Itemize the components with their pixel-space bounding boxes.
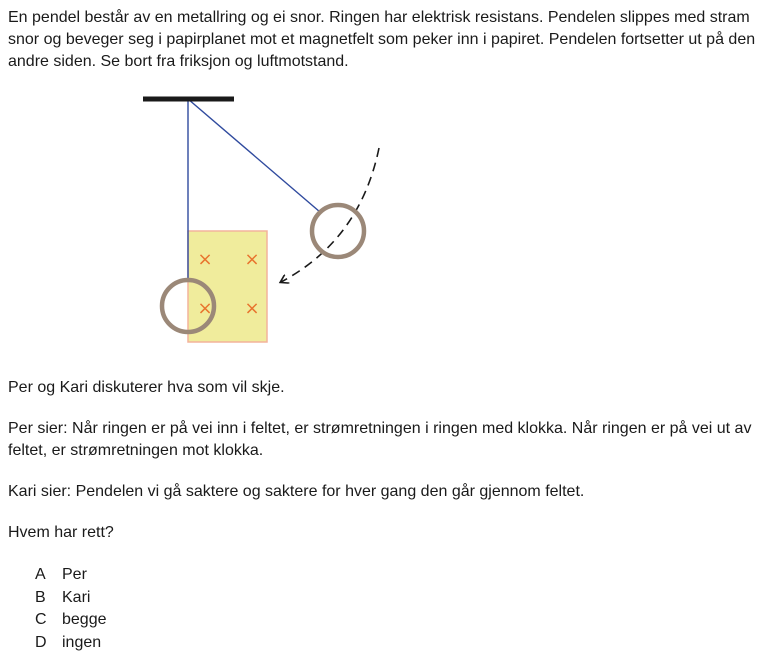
option-text: Per xyxy=(62,566,87,583)
intro-text: En pendel består av en metallring og ei snor. Ringen har elektrisk resistans. Pendelen slippes med stram snor og beveger seg i papirplanet mot et magnetfelt som peker inn i papiret. Pendelen fortsetter ut på den andre siden. Se bort fra friksjon og luftmotstand. xyxy=(8,9,756,70)
answer-options xyxy=(35,564,107,654)
option-text: begge xyxy=(62,611,107,628)
option-letter: B xyxy=(35,588,46,606)
field-marker: × xyxy=(244,249,260,270)
ring-start-position xyxy=(312,205,364,257)
field-marker: × xyxy=(197,249,213,270)
option-text: Kari xyxy=(62,588,91,606)
pendulum-string-released xyxy=(188,99,320,212)
field-marker: × xyxy=(244,298,260,319)
motion-path-arrow xyxy=(281,148,379,282)
answer-option-b[interactable] xyxy=(35,587,107,610)
magnetic-field-region xyxy=(188,231,267,342)
discussion-text: Per og Kari diskuterer hva som vil skje. xyxy=(8,379,285,396)
field-marker: × xyxy=(197,298,213,319)
option-letter: C xyxy=(35,611,47,628)
answer-option-a[interactable] xyxy=(35,564,107,587)
question-text: Hvem har rett? xyxy=(8,524,114,541)
option-text: ingen xyxy=(62,633,102,651)
kari-statement: Kari sier: Pendelen vi gå saktere og saktere for hver gang den går gjennom feltet. xyxy=(8,483,585,500)
answer-option-c[interactable] xyxy=(35,609,107,632)
option-letter: D xyxy=(35,633,47,651)
option-letter: A xyxy=(35,566,46,583)
per-statement: Per sier: Når ringen er på vei inn i feltet, er strømretningen i ringen med klokka. Når ringen er på vei ut av feltet, er strømretningen mot klokka. xyxy=(8,420,752,459)
answer-option-d[interactable] xyxy=(35,632,107,655)
